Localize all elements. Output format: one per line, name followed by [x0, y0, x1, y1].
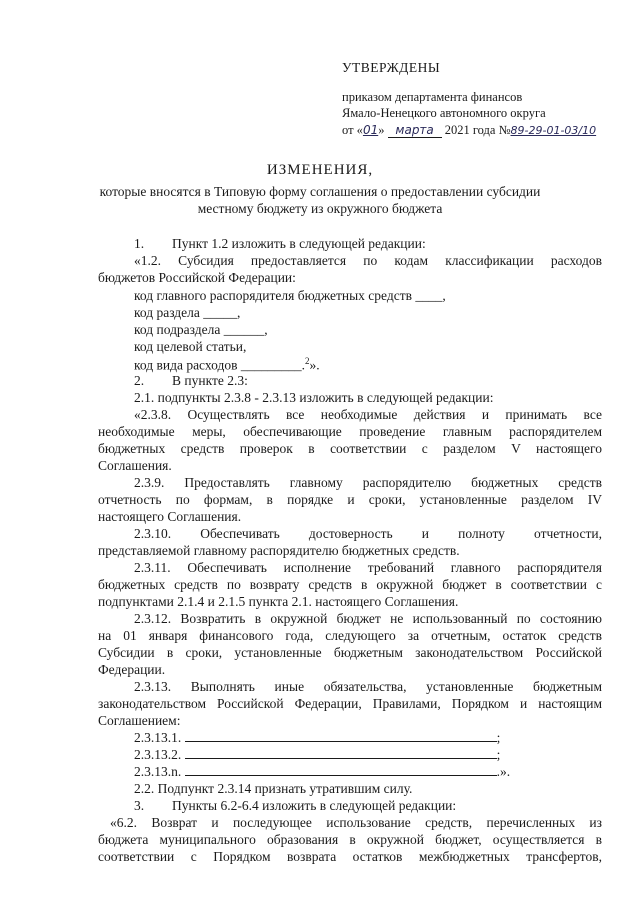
code-expense-text: код вида расходов _________. — [134, 357, 305, 373]
code-expense-type — [134, 356, 320, 374]
subitem-2-label: 2.3.13.2. — [134, 747, 182, 762]
code-target-item: код целевой статьи, — [134, 339, 247, 354]
order-number: 89-29-01-03/10 — [510, 124, 597, 137]
s239-line-b: отчетность по формам, в порядке и сроки, установленные разделом IV — [98, 492, 602, 507]
point-1-number: 1. — [134, 236, 145, 251]
s2313-line-a: 2.3.13. Выполнять иные обязательства, установленные бюджетным — [134, 679, 602, 694]
document-subtitle-2: местному бюджету из окружного бюджета — [197, 201, 443, 216]
s2313-line-c: Соглашением: — [98, 713, 181, 728]
document-title: ИЗМЕНЕНИЯ, — [266, 162, 374, 178]
date-day: 01 — [362, 123, 379, 137]
subitem-1-end: ; — [496, 730, 501, 745]
s2310-line-b: представляемой главному распорядителю бюджетных средств. — [98, 543, 460, 558]
approval-line-1: приказом департамента финансов — [342, 90, 523, 104]
code-section: код раздела _____, — [134, 305, 241, 320]
subpoint-2-2: 2.2. Подпункт 2.3.14 признать утратившим силу. — [134, 781, 413, 796]
s62-line-c: соответствии с Порядком возврата остатков межбюджетных трансфертов, — [98, 849, 602, 864]
approval-date-line — [342, 123, 596, 138]
document-subtitle-1: которые вносятся в Типовую форму соглашения о предоставлении субсидии — [99, 184, 541, 199]
subitem-2-end: ; — [496, 747, 501, 762]
s238-line-d: Соглашения. — [98, 458, 172, 473]
approval-line-2: Ямало-Ненецкого автономного округа — [342, 106, 546, 120]
s2311-line-c: подпунктами 2.1.4 и 2.1.5 пункта 2.1. настоящего Соглашения. — [98, 594, 459, 609]
point-2-number: 2. — [134, 373, 145, 388]
code-subsection: код подраздела ______, — [134, 322, 268, 337]
subitem-2-3-13-2 — [134, 747, 500, 763]
point-3-number: 3. — [134, 798, 145, 813]
s239-line-c: настоящего Соглашения. — [98, 509, 242, 524]
s238-line-c: бюджетных средств проверок в соответствии с разделом V настоящего — [98, 441, 602, 456]
date-year: 2021 года № — [444, 123, 511, 137]
s238-line-b: необходимые меры, обеспечивающие проведение главным распорядителем — [98, 424, 602, 439]
subitem-1-label: 2.3.13.1. — [134, 730, 182, 745]
subitem-2-3-13-1 — [134, 730, 500, 746]
point-1-text: Пункт 1.2 изложить в следующей редакции: — [172, 236, 426, 251]
subitem-n-end: .». — [496, 764, 511, 779]
clause-1-2-line-a: «1.2. Субсидия предоставляется по кодам классификации расходов — [134, 253, 602, 268]
subitem-n-label: 2.3.13.n. — [134, 764, 182, 779]
s2310-line-a: 2.3.10. Обеспечивать достоверность и полноту отчетности, — [134, 526, 602, 541]
date-mid: » — [378, 123, 385, 137]
blank-line-1 — [185, 740, 497, 742]
s2312-line-b: на 01 января финансового года, следующего за отчетным, остаток средств — [98, 628, 602, 643]
clause-1-2-line-b: бюджетов Российской Федерации: — [98, 270, 296, 285]
s2312-line-c: Субсидии в сроки, установленные бюджетным законодательством Российской — [98, 645, 602, 660]
s62-line-b: бюджета муниципального образования в окружной бюджет, осуществляется в — [98, 832, 602, 847]
footnote-marker: 2 — [304, 356, 310, 366]
s62-line-a: «6.2. Возврат и последующее использование средств, перечисленных из — [110, 815, 602, 830]
s239-line-a: 2.3.9. Предоставлять главному распорядителю бюджетных средств — [134, 475, 602, 490]
s238-line-a: «2.3.8. Осуществлять все необходимые действия и принимать все — [134, 407, 602, 422]
s2312-line-a: 2.3.12. Возвратить в окружной бюджет не использованный по состоянию — [134, 611, 602, 626]
code-main-manager: код главного распорядителя бюджетных средств ____, — [134, 288, 446, 303]
blank-line-2 — [185, 757, 497, 759]
subpoint-2-1: 2.1. подпункты 2.3.8 - 2.3.13 изложить в следующей редакции: — [134, 390, 494, 405]
code-expense-close: ». — [309, 357, 320, 373]
subitem-2-3-13-n — [134, 764, 510, 780]
date-month: марта — [388, 123, 442, 138]
blank-line-n — [185, 774, 497, 776]
approval-title: УТВЕРЖДЕНЫ — [342, 60, 441, 75]
s2312-line-d: Федерации. — [98, 662, 166, 677]
s2311-line-b: бюджетных средств по возврату средств в окружной бюджет в соответствии с — [98, 577, 602, 592]
s2313-line-b: законодательством Российской Федерации, Правилами, Порядком и настоящим — [98, 696, 602, 711]
s2311-line-a: 2.3.11. Обеспечивать исполнение требований главного распорядителя — [134, 560, 602, 575]
date-prefix: от « — [342, 123, 363, 137]
point-2-text: В пункте 2.3: — [172, 373, 248, 388]
point-3-text: Пункты 6.2-6.4 изложить в следующей редакции: — [172, 798, 457, 813]
